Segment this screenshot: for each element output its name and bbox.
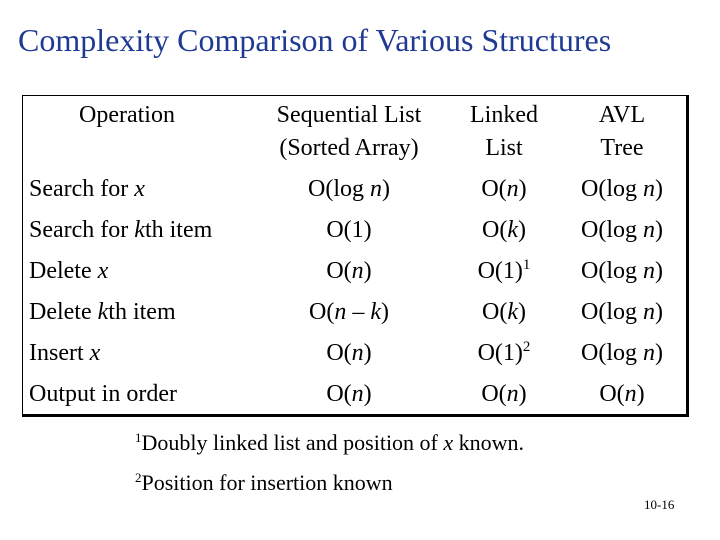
operation-cell: Delete x	[29, 258, 109, 284]
linked-cell: O(k)	[482, 217, 526, 243]
slide-title: Complexity Comparison of Various Structures	[18, 22, 612, 58]
avl-cell: O(n)	[599, 381, 645, 407]
operation-cell: Insert x	[29, 340, 101, 366]
avl-cell: O(log n)	[581, 340, 663, 366]
header-sequential-line2: (Sorted Array)	[279, 135, 419, 161]
sequential-cell: O(n)	[326, 381, 372, 407]
footnote-marker: 1	[522, 257, 531, 273]
operation-cell: Search for kth item	[29, 217, 213, 243]
header-avl-tree	[599, 99, 645, 165]
avl-cell: O(log n)	[581, 217, 663, 243]
header-linked-line2: List	[485, 135, 523, 161]
linked-cell: $O(1)^2$	[477, 339, 531, 366]
linked-cell: O(n)	[481, 176, 527, 202]
sequential-cell: O(1)	[326, 217, 372, 243]
sequential-cell: O(n)	[326, 258, 372, 284]
linked-cell: O(k)	[482, 299, 526, 325]
operation-cell: Search for x	[29, 176, 145, 202]
linked-cell: $O(1)^1$	[477, 257, 531, 284]
header-avl-line2: Tree	[600, 135, 644, 161]
header-avl-line1: AVL	[598, 102, 646, 128]
sequential-cell: O(n)	[326, 340, 372, 366]
footnote-marker: 2	[522, 339, 531, 355]
page-number: 10-16	[644, 497, 675, 512]
sequential-cell: O(n – k)	[309, 299, 389, 325]
header-sequential-line1: Sequential List	[276, 102, 422, 128]
avl-cell: O(log n)	[581, 299, 663, 325]
avl-cell: O(log n)	[581, 258, 663, 284]
footnote-2: $^2$Position for insertion known	[135, 470, 393, 495]
sequential-cell: O(log n)	[308, 176, 390, 202]
header-operation: Operation	[79, 102, 175, 128]
header-linked-line1: Linked	[470, 102, 538, 128]
operation-cell: Delete kth item	[29, 299, 176, 325]
header-linked-list	[470, 99, 538, 165]
footnote-1: $^1$Doubly linked list and position of x known.	[135, 430, 525, 455]
linked-cell: O(n)	[481, 381, 527, 407]
avl-cell: O(log n)	[581, 176, 663, 202]
operation-cell: Output in order	[29, 381, 177, 407]
header-sequential-list	[277, 99, 422, 165]
